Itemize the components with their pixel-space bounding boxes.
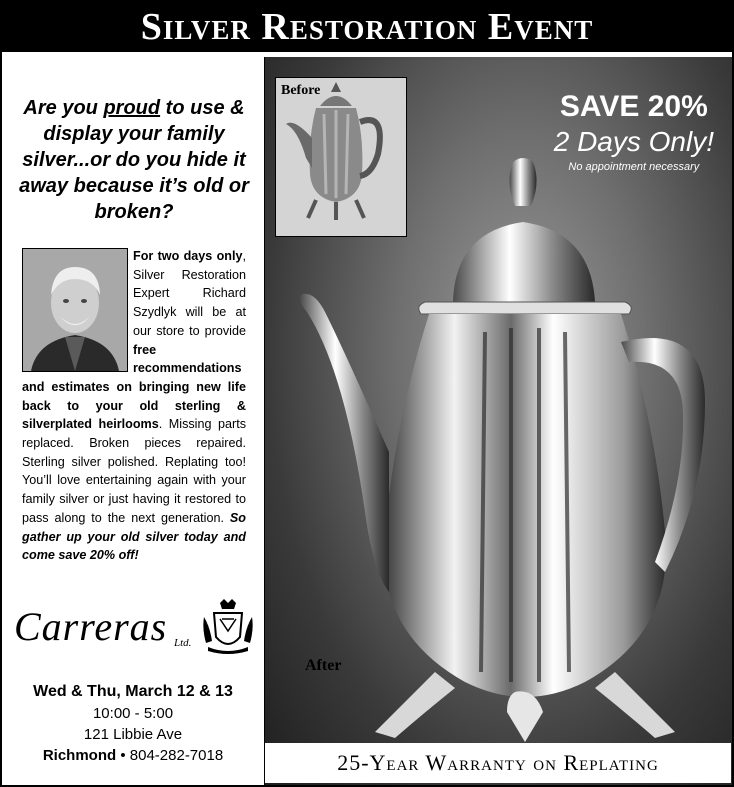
promo-duration: 2 Days Only! — [553, 126, 714, 157]
after-label: After — [305, 657, 342, 674]
store-phone: 804-282-7018 — [129, 747, 224, 764]
bullet-separator: • — [120, 747, 126, 764]
banner-title: Silver Restoration Event — [2, 2, 732, 52]
after-teapot-image — [285, 152, 725, 742]
question-emphasis: proud — [103, 97, 161, 119]
promo-discount: SAVE 20% — [559, 90, 708, 123]
bio-body: . Missing parts replaced. Broken pieces repaired. Sterling silver polished. Replating too! You’ll love entertaining again with your family silver or just having it restored to pass along to the next generation. — [22, 417, 247, 525]
bio-call-to-action: So gather up your old silver today and come save 20% off! — [22, 510, 246, 563]
warranty-banner: 25-Year Warranty on Replating — [265, 743, 731, 783]
photo-panel — [264, 57, 732, 785]
bio-intro: , Silver Restoration Expert Richard Szydlyk will be at our store to provide — [133, 249, 246, 338]
store-address: 121 Libbie Ave — [83, 726, 183, 743]
crest-icon — [200, 597, 256, 657]
expert-bio — [22, 247, 246, 565]
city-phone-line — [2, 745, 264, 766]
event-days: Wed & Thu, March 12 & 13 — [33, 683, 233, 700]
logo-wordmark: Carreras — [14, 604, 168, 649]
question-post: to use & display your family silver...or do you hide it away because it’s old or broken? — [19, 97, 249, 223]
event-details — [2, 681, 264, 766]
question-pre: Are you — [23, 97, 104, 119]
event-hours: 10:00 - 5:00 — [92, 705, 174, 722]
bio-lead: For two days only — [133, 249, 243, 263]
left-column — [2, 57, 264, 785]
before-label: Before — [281, 83, 321, 98]
carreras-logo — [14, 597, 254, 659]
logo-suffix: Ltd. — [174, 637, 192, 649]
store-city: Richmond — [42, 747, 117, 764]
promo-note: No appointment necessary — [568, 161, 700, 173]
bio-offer: free recommendations and estimates on bringing new life back to your old sterling & silverplated heirlooms — [22, 342, 246, 432]
headline-question — [16, 95, 252, 225]
